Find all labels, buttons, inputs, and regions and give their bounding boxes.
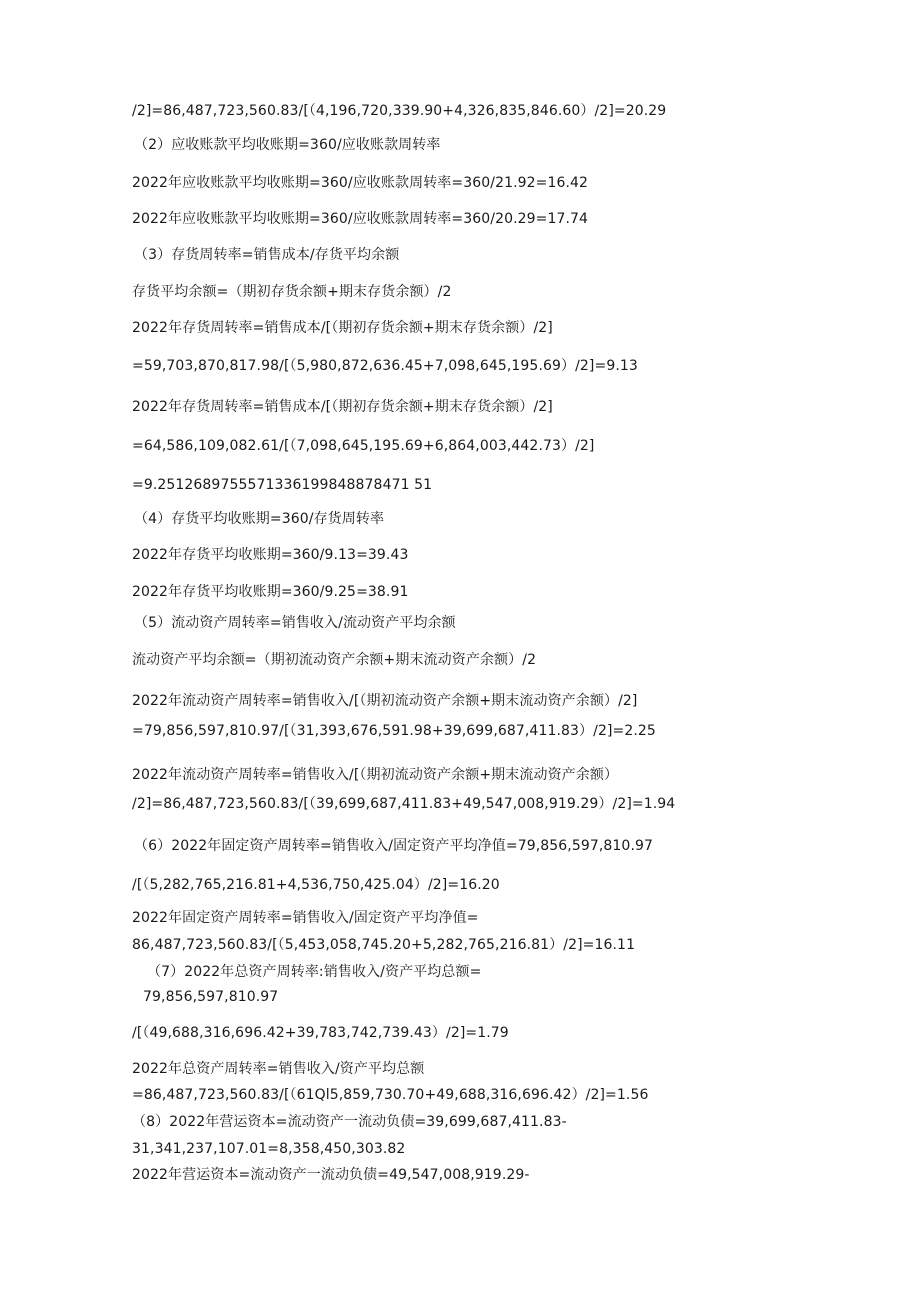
text-line: =59,703,870,817.98∕[（5,980,872,636.45+7,098,645,195.69）∕2]=9.13 bbox=[132, 358, 638, 374]
section-heading: （8）2022年营运资本=流动资产一流动负债=39,699,687,411.83- bbox=[132, 1114, 567, 1130]
text-line: 2022年应收账款平均收账期=360/应收账款周转率=360/21.92=16.42 bbox=[132, 175, 589, 191]
text-line: 2022年存货周转率=销售成本/[（期初存货余额+期末存货余额）/2] bbox=[132, 320, 553, 336]
text-line: 2022年应收账款平均收账期=360/应收账款周转率=360/20.29=17.74 bbox=[132, 211, 589, 227]
text-line: /2]=86,487,723,560.83∕[（39,699,687,411.83+49,547,008,919.29）∕2]=1.94 bbox=[132, 796, 676, 812]
section-heading: （2）应收账款平均收账期=360/应收账款周转率 bbox=[134, 137, 441, 153]
section-heading: （5）流动资产周转率=销售收入/流动资产平均余额 bbox=[134, 615, 456, 631]
text-line: 2022年存货周转率=销售成本/[（期初存货余额+期末存货余额）/2] bbox=[132, 399, 553, 415]
text-line: 2022年营运资本=流动资产一流动负债=49,547,008,919.29- bbox=[132, 1167, 530, 1183]
section-heading: （7）2022年总资产周转率:销售收入/资产平均总额= bbox=[147, 964, 482, 980]
text-line: 86,487,723,560.83/[（5,453,058,745.20+5,282,765,216.81）/2]=16.11 bbox=[132, 937, 636, 953]
text-line: =79,856,597,810.97∕[（31,393,676,591.98+39,699,687,411.83）∕2]=2.25 bbox=[132, 723, 656, 739]
text-line: =9.2512689755571336199848878471 51 bbox=[132, 477, 433, 493]
text-line: 2022年流动资产周转率=销售收入/[（期初流动资产余额+期末流动资产余额） bbox=[132, 767, 619, 783]
text-line: /[（5,282,765,216.81+4,536,750,425.04）/2]=16.20 bbox=[132, 877, 500, 893]
section-heading: （6）2022年固定资产周转率=销售收入/固定资产平均净值=79,856,597,810.97 bbox=[134, 838, 654, 854]
text-line: 2022年流动资产周转率=销售收入/[（期初流动资产余额+期末流动资产余额）/2] bbox=[132, 693, 638, 709]
text-line: 2022年总资产周转率=销售收入/资产平均总额 bbox=[132, 1061, 425, 1077]
text-line: 流动资产平均余额=（期初流动资产余额+期末流动资产余额）/2 bbox=[132, 652, 537, 668]
section-heading: （3）存货周转率=销售成本/存货平均余额 bbox=[134, 247, 400, 263]
text-line: =64,586,109,082.61∕[（7,098,645,195.69+6,864,003,442.73）/2] bbox=[132, 438, 595, 454]
text-line: 存货平均余额=（期初存货余额+期末存货余额）/2 bbox=[132, 284, 452, 300]
text-line: =86,487,723,560.83/[（61Ql5,859,730.70+49,688,316,696.42）/2]=1.56 bbox=[132, 1087, 649, 1103]
text-line: ∕[（49,688,316,696.42+39,783,742,739.43）∕2]=1.79 bbox=[132, 1025, 509, 1041]
text-line: 2022年存货平均收账期=360/9.25=38.91 bbox=[132, 584, 409, 600]
section-heading: （4）存货平均收账期=360/存货周转率 bbox=[134, 511, 385, 527]
text-line: 2022年固定资产周转率=销售收入/固定资产平均净值= bbox=[132, 910, 479, 926]
text-line: /2]=86,487,723,560.83∕[（4,196,720,339.90+4,326,835,846.60）∕2]=20.29 bbox=[132, 103, 667, 119]
text-line: 2022年存货平均收账期=360/9.13=39.43 bbox=[132, 547, 409, 563]
text-line: 31,341,237,107.01=8,358,450,303.82 bbox=[132, 1141, 406, 1157]
text-line: 79,856,597,810.97 bbox=[143, 989, 279, 1005]
